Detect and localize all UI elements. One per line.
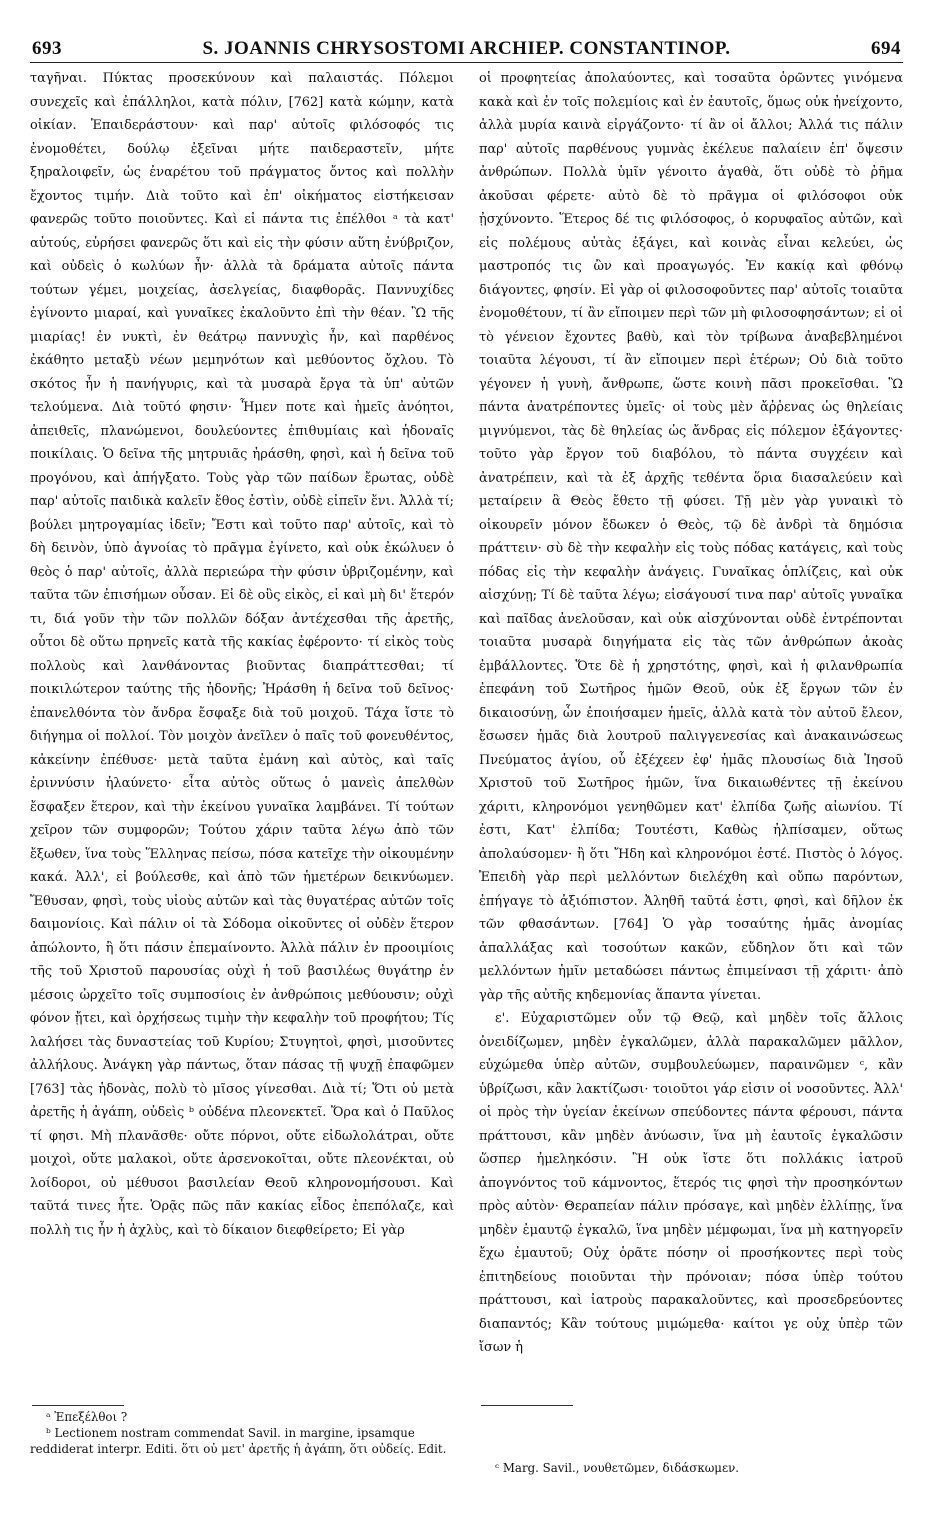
right-column-paragraph-2: ε'. Εὐχαριστῶμεν οὖν τῷ Θεῷ, καὶ μηδὲν τοῖς ἄλλοις ὀνειδίζωμεν, μηδὲν ἐγκαλῶμεν, ἀλλὰ παρακαλῶμεν μᾶλλον, εὐχώμεθα ὑπὲρ αὐτῶν, συμβουλεύωμεν, παραινῶμεν ᶜ, κἂν ὑβρίζωσι, κἂν λακτίζωσι· τοιοῦτοι γάρ εἰσιν οἱ νοσοῦντες. Ἀλλ' οἱ πρὸς τὴν ὑγείαν ἐκείνων σπεύδοντες πάντα φέρουσι, πάντα πράττουσι, κἂν μηδὲν ἀνύωσιν, ἵνα μὴ ἑαυτοῖς ἐγκαλῶσιν ὥσπερ ἠμεληκόσιν. Ἢ οὐκ ἴστε ὅτι πολλάκις ἰατροῦ ἀπογνόντος τοῦ κάμνοντος, ἕτερός τις φησὶ τὴν προσηκόντων πρὸς αὐτὸν· Θεραπείαν πάλιν πρόσαγε, καὶ μηδὲν ἐλλίπῃς, ἵνα μηδὲν ἐμαυτῷ ἐγκαλῶ, ἵνα μηδὲν μέμφωμαι, ἵνα μὴ κατηγορεῖν ἔχω ἐμαυτοῦ; Οὐχ ὁρᾶτε πόσην οἱ προσήκοντες περὶ τοὺς ἐπιτηδείους ποιοῦνται τὴν πρόνοιαν; πόσα ὑπὲρ τούτου πράττουσι, καὶ ἰατροὺς παρακαλοῦντες, καὶ προσεδρεύοντες διαπαντός; Κἂν τούτους μιμώμεθα· καίτοι γε οὐχ ὑπὲρ τῶν ἴσων ἡ: [479, 1011, 903, 1355]
running-title: S. JOANNIS CHRYSOSTOMI ARCHIEP. CONSTANTINOP.: [202, 38, 731, 59]
page-number-left: 693: [32, 38, 62, 59]
footnote-rule-right: [481, 1405, 573, 1406]
right-column-paragraph-1: οἱ προφητείας ἀπολαύοντες, καὶ τοσαῦτα ὁρῶντες γινόμενα κακὰ καὶ ἐν τοῖς πολεμίοις καὶ ἐν ἑαυτοῖς, ὅμως οὐκ ἠνείχοντο, ἀλλὰ μυρία καινὰ εἰργάζοντο· τί ἂν οἱ ἄλλοι; Ἀλλά τις πάλιν παρ' αὐτοῖς παρθένους γυμνὰς ἐκέλευε παλαίειν ἐπ' ὄψεσιν ἀνθρώπων. Πολλὰ ὑμῖν γένοιτο ἀγαθὰ, ὅτι οὐδὲ τὸ ῥῆμα ἀκοῦσαι φέρετε· αὐτὸ δὲ τὸ πρᾶγμα οἱ φιλόσοφοι οὐκ ᾐσχύνοντο. Ἕτερος δέ τις φιλόσοφος, ὁ κορυφαῖος αὐτῶν, καὶ εἰς πολέμους αὐτὰς ἐξάγει, καὶ κοινὰς εἶναι κελεύει, ὡς μαστροπός τις ὢν καὶ προαγωγός. Ἐν κακίᾳ καὶ φθόνῳ διάγοντες, φησίν. Εἰ γὰρ οἱ φιλοσοφοῦντες παρ' αὐτοῖς τοιαῦτα ἐνομοθέτουν, τί ἂν εἴποιμεν περὶ τῶν μὴ φιλοσοφησάντων; εἰ οἱ τὸ γένειον ἔχοντες βαθὺ, καὶ τὸν τρίβωνα ἀναβεβλημένοι τοιαῦτα λέγουσι, τί ἂν εἴποιμεν περὶ ἑτέρων; Οὐ διὰ τοῦτο γέγονεν ἡ γυνὴ, ἄνθρωπε, ὥστε κοινὴ πᾶσι προκεῖσθαι. Ὢ πάντα ἀνατρέποντες ὑμεῖς· οἱ τοὺς μὲν ἄῤῥενας ὡς θηλείαις μιγνύμενοι, τὰς δὲ θηλείας ὡς ἄνδρας εἰς πόλεμον ἐξάγοντες· τοῦτο γὰρ ἔργον τοῦ διαβόλου, τὸ πάντα συγχέειν καὶ ἀνατρέπειν, καὶ τὰ ἐξ ἀρχῆς τεθέντα ὅρια διασαλεύειν καὶ μεταίρειν ἃ Θεὸς ἔθετο τῇ φύσει. Τῇ μὲν γὰρ γυναικὶ τὸ οἰκουρεῖν μόνον ἔδωκεν ὁ Θεὸς, τῷ δὲ ἀνδρὶ τὰ δημόσια πράττειν· σὺ δὲ τὴν κεφαλὴν εἰς τοὺς πόδας κατάγεις, καὶ τοὺς πόδας εἰς τὴν κεφαλὴν ἀνάγεις. Γυναῖκας ὁπλίζεις, καὶ οὐκ αἰσχύνῃ; Τί δὲ ταῦτα λέγω; εἰσάγουσί τινα παρ' αὐτοῖς γυναῖκα καὶ παῖδας ἀνελοῦσαν, καὶ οὐκ αἰσχύνονται οὐδὲ ἐντρέπονται τοιαῦτα μυσαρὰ διηγήματα εἰς τὰς τῶν ἀνθρώπων ἀκοὰς ἐμβάλλοντες. Ὅτε δὲ ἡ χρηστότης, φησὶ, καὶ ἡ φιλανθρωπία ἐπεφάνη τοῦ Σωτῆρος ἡμῶν Θεοῦ, οὐκ ἐξ ἔργων τῶν ἐν δικαιοσύνῃ, ὧν ἐποιήσαμεν ἡμεῖς, ἀλλὰ κατὰ τὸν αὐτοῦ ἔλεον, ἔσωσεν ἡμᾶς διὰ λουτροῦ παλιγγενεσίας καὶ ἀνακαινώσεως Πνεύματος ἁγίου, οὗ ἐξέχεεν ἐφ' ἡμᾶς πλουσίως διὰ Ἰησοῦ Χριστοῦ τοῦ Σωτῆρος ἡμῶν, ἵνα δικαιωθέντες τῇ ἐκείνου χάριτι, κληρονόμοι γενηθῶμεν κατ' ἐλπίδα ζωῆς αἰωνίου. Τί ἐστι, Κατ' ἐλπίδα; Τουτέστι, Καθὼς ἠλπίσαμεν, οὕτως ἀπολαύσομεν· ἢ ὅτι Ἤδη καὶ κληρονόμοι ἐστέ. Πιστὸς ὁ λόγος. Ἐπειδὴ γὰρ περὶ μελλόντων διελέχθη καὶ οὔπω παρόντων, ἐπήγαγε τὸ ἀξιόπιστον. Ἀληθῆ ταῦτά ἐστι, φησὶ, καὶ δῆλον ἐκ τῶν φθασάντων. [764] Ὁ γὰρ τοσαύτης ἡμᾶς ἀνομίας ἀπαλλάξας καὶ τοσούτων κακῶν, εὔδηλον ὅτι καὶ τῶν μελλόντων ἡμῖν μεταδώσει πάντως ἐπιμείνασι τῇ χάριτι· ἀπὸ γὰρ τῆς αὐτῆς κηδεμονίας ἅπαντα γίνεται.: [479, 71, 903, 1003]
running-header: [30, 38, 903, 63]
right-column: [479, 67, 903, 1360]
footnote-a: ᵃ Ἐπεξέλθοι ?: [46, 1410, 128, 1424]
left-column: [30, 67, 454, 1242]
footnotes-left: [30, 1409, 454, 1457]
footnote-c: ᶜ Marg. Savil., νουθετῶμεν, διδάσκωμεν.: [495, 1461, 740, 1475]
footnotes-right: [479, 1460, 903, 1476]
left-column-text: ταγῆναι. Πύκτας προσεκύνουν καὶ παλαιστάς. Πόλεμοι συνεχεῖς καὶ ἐπάλληλοι, κατὰ πόλιν, [762] κατὰ κώμην, κατὰ οἰκίαν. Ἐπαιδεράστουν· καὶ παρ' αὐτοῖς φιλόσοφός τις ἐνομοθέτει, δούλῳ ἐξεῖναι μήτε παιδεραστεῖν, μήτε ξηραλοιφεῖν, ὡς ἐναρέτου τοῦ πράγματος ὄντος καὶ πολλὴν ἔχοντος τιμήν. Διὰ τοῦτο καὶ ἐπ' οἰκήματος εἱστήκεισαν φανερῶς τοῦτο ποιοῦντες. Καὶ εἰ πάντα τις ἐπέλθοι ᵃ τὰ κατ' αὐτούς, εὑρήσει φανερῶς ὅτι καὶ εἰς τὴν φύσιν αὕτη ἐνύβριζον, καὶ οὐδεὶς ὁ κωλύων ἦν· ἀλλὰ τὰ δράματα αὐτοῖς πάντα τούτων γέμει, μοιχείας, ἀσελγείας, διαφθορᾶς. Παννυχίδες ἐγίνοντο μιαραί, καὶ γυναῖκες ἐκαλοῦντο ἐπὶ τὴν θέαν. Ὢ τῆς μιαρίας! ἐν νυκτὶ, ἐν θεάτρῳ παννυχὶς ἦν, καὶ παρθένος ἐκάθητο μεταξὺ νέων μεμηνότων καὶ μεθύοντος ὄχλου. Τὸ σκότος ἦν ἡ πανήγυρις, καὶ τὰ μυσαρὰ ἔργα τὰ ὑπ' αὐτῶν τελούμενα. Διὰ τοῦτό φησιν· Ἦμεν ποτε καὶ ἡμεῖς ἀνόητοι, ἀπειθεῖς, πλανώμενοι, δουλεύοντες ἐπιθυμίαις καὶ ἡδοναῖς ποικίλαις. Ὁ δεῖνα τῆς μητρυιᾶς ἠράσθη, φησὶ, καὶ ἡ δεῖνα τοῦ προγόνου, καὶ ἀπήγξατο. Τοὺς γὰρ τῶν παίδων ἔρωτας, οὐδὲ παρ' αὐτοῖς παιδικὰ καλεῖν ἔθος ἐστὶν, οὐδὲ εἰπεῖν ἔνι. Ἀλλὰ τί; βούλει μητρογαμίας ἰδεῖν; Ἔστι καὶ τοῦτο παρ' αὐτοῖς, καὶ τὸ δὴ δεινὸν, ὑπὸ ἀγνοίας τὸ πρᾶγμα ἐγίνετο, καὶ οὐκ ἐκώλυεν ὁ θεὸς ὁ παρ' αὐτοῖς, ἀλλὰ περιεώρα τὴν φύσιν ὑβριζομένην, καὶ ταῦτα τῶν ἐπισήμων οὖσαν. Εἰ δὲ οὓς εἰκὸς, εἰ καὶ μὴ δι' ἕτερόν τι, διά γοῦν τὴν τῶν πολλῶν δόξαν ἀντέχεσθαι τῆς ἀρετῆς, οὗτοι δὲ οὕτω πρηνεῖς κατὰ τῆς κακίας ἐφέροντο· τί εἰκὸς τοὺς πολλοὺς καὶ λανθάνοντας βιοῦντας διαπράττεσθαι; τί ποικιλώτερον ταύτης τῆς ἡδονῆς; Ἠράσθη ἡ δεῖνα τοῦ δεῖνος· ἐπανελθόντα τὸν ἄνδρα ἔσφαξε διὰ τοῦ μοιχοῦ. Τάχα ἴστε τὸ διήγημα οἱ πολλοί. Τὸν μοιχὸν ἀνεῖλεν ὁ παῖς τοῦ φονευθέντος, κἀκείνην ἐπέθυσε· μετὰ ταῦτα ἐμάνη καὶ αὐτὸς, καὶ ταῖς ἐριννύσιν ἠλαύνετο· εἶτα αὐτὸς οὕτως ὁ μανεὶς ἀπελθὼν ἔσφαξεν ἕτερον, καὶ τὴν ἐκείνου γυναῖκα λαμβάνει. Τί τούτων χεῖρον τῶν συμφορῶν; Τούτου χάριν ταῦτα λέγω ἀπὸ τῶν ἔξωθεν, ἵνα τοὺς Ἕλληνας πείσω, πόσα κατεῖχε τὴν οἰκουμένην κακά. Ἀλλ', εἰ βούλεσθε, καὶ ἀπὸ τῶν ἡμετέρων δεικνύωμεν. Ἔθυσαν, φησὶ, τοὺς υἱοὺς αὐτῶν καὶ τὰς θυγατέρας αὐτῶν τοῖς δαιμονίοις. Καὶ πάλιν οἱ τὰ Σόδομα οἰκοῦντες οἱ οὐδὲν ἕτερον ἀπώλοντο, ἢ ὅτι πάσιν ἐπεμαίνοντο. Ἀλλὰ πάλιν ἐν προοιμίοις τῆς τοῦ Χριστοῦ παρουσίας οὐχὶ ἡ τοῦ βασιλέως θυγάτηρ ἐν μέσοις ὠρχεῖτο τοῖς συμποσίοις ἐν ἀνθρώποις μεθύουσιν; οὐχὶ φόνον ᾔτει, καὶ ὀρχήσεως τιμὴν τὴν κεφαλὴν τοῦ προφήτου; Τίς λαλήσει τὰς δυναστείας τοῦ Κυρίου; Στυγητοὶ, φησὶ, μισοῦντες ἀλλήλους. Ἀνάγκη γὰρ πάντως, ὅταν πάσας τῇ ψυχῇ ἐπαφῶμεν [763] τὰς ἡδονὰς, πολὺ τὸ μῖσος γίνεσθαι. Διὰ τί; Ὅτι οὐ μετὰ ἀρετῆς ἡ ἀγάπη, οὐδεὶς ᵇ οὐδένα πλεονεκτεῖ. Ὅρα καὶ ὁ Παῦλος τί φησι. Μὴ πλανᾶσθε· οὔτε πόρνοι, οὔτε εἰδωλολάτραι, οὔτε μοιχοὶ, οὔτε μαλακοὶ, οὔτε ἀρσενοκοῖται, οὔτε πλεονέκται, οὐ λοίδοροι, οὐ μέθυσοι βασιλείαν Θεοῦ κληρονομήσουσι. Καὶ ταῦτά τινες ἦτε. Ὁρᾷς πῶς πᾶν κακίας εἶδος ἐπεπόλαζε, καὶ πολλὴ τις ἦν ἡ ἀχλὺς, καὶ τὸ δίκαιον διεφθείρετο; Εἰ γὰρ: [30, 71, 454, 1238]
footnote-rule-left: [32, 1405, 124, 1406]
page-number-right: 694: [871, 38, 901, 59]
footnote-b: ᵇ Lectionem nostram commendat Savil. in margine, ipsamque reddiderat interpr. Editi. ὅτι οὐ μετ' ἀρετῆς ἡ ἀγάπη, ὅτι οὐδείς. Edit.: [30, 1426, 447, 1456]
